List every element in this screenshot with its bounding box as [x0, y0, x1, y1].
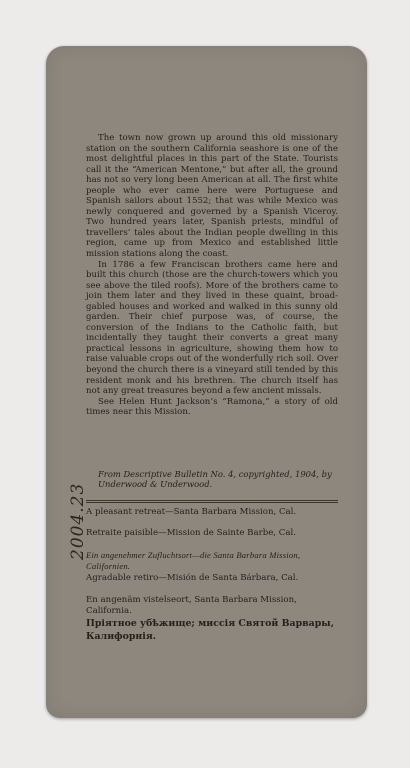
caption-french: Retraite paisible—Mission de Sainte Barbe, Cal.	[86, 528, 296, 538]
copyright-source: From Descriptive Bulletin No. 4, copyrighted, 1904, by Underwood & Underwood.	[98, 469, 332, 490]
caption-spanish: Agradable retiro—Misión de Santa Bárbara, Cal.	[86, 573, 299, 583]
caption-swedish: En angenäm vistelseort, Santa Barbara Mission, California.	[86, 595, 297, 616]
handwritten-accession-number: 2004.23	[68, 482, 88, 560]
description-text	[86, 133, 338, 418]
divider-rule-secondary	[86, 502, 338, 503]
caption-english: A pleasant retreat—Santa Barbara Mission, Cal.	[86, 507, 297, 517]
paragraph-franciscans: In 1786 a few Franciscan brothers came here and built this church (those are the church-towers which you see above the tiled roofs). More of the brothers came to join them later and they lived in these quaint, broad-gabled houses and worked and walked in this sunny old garden. Their chief purpose was, of course, the conversion of the Indians to the Catholic faith, but incidentally they taught their converts a great many practical lessons in agriculture, showing them how to raise valuable crops out of the wonderfully rich soil. Over beyond the church there is a vineyard still tended by this resident monk and his brethren. The church itself has not any great treasures beyond a few ancient missals.	[86, 259, 338, 397]
caption-russian: Пріятное убѣжище; миссія Святой Варвары, Калифорнія.	[86, 618, 334, 642]
divider-rule	[86, 500, 338, 501]
caption-german: Ein angenehmer Zufluchtsort—die Santa Barbara Mission, Californien.	[86, 550, 301, 571]
paragraph-ramona: See Helen Hunt Jackson’s “Ramona,” a story of old times near this Mission.	[86, 396, 338, 418]
paragraph-history: The town now grown up around this old missionary station on the southern California seashore is one of the most delightful places in this part of the State. Tourists call it the “American Mentone,” but after all, the ground has not so very long been American at all. The first white people who ever came here were Portuguese and Spanish sailors about 1552; that was while Mexico was newly conquered and governed by a Spanish Viceroy. Two hundred years later, Spanish priests, mindful of travellers’ tales about the Indian people dwelling in this region, came up from Mexico and established little mission stations along the coast.	[86, 133, 338, 260]
